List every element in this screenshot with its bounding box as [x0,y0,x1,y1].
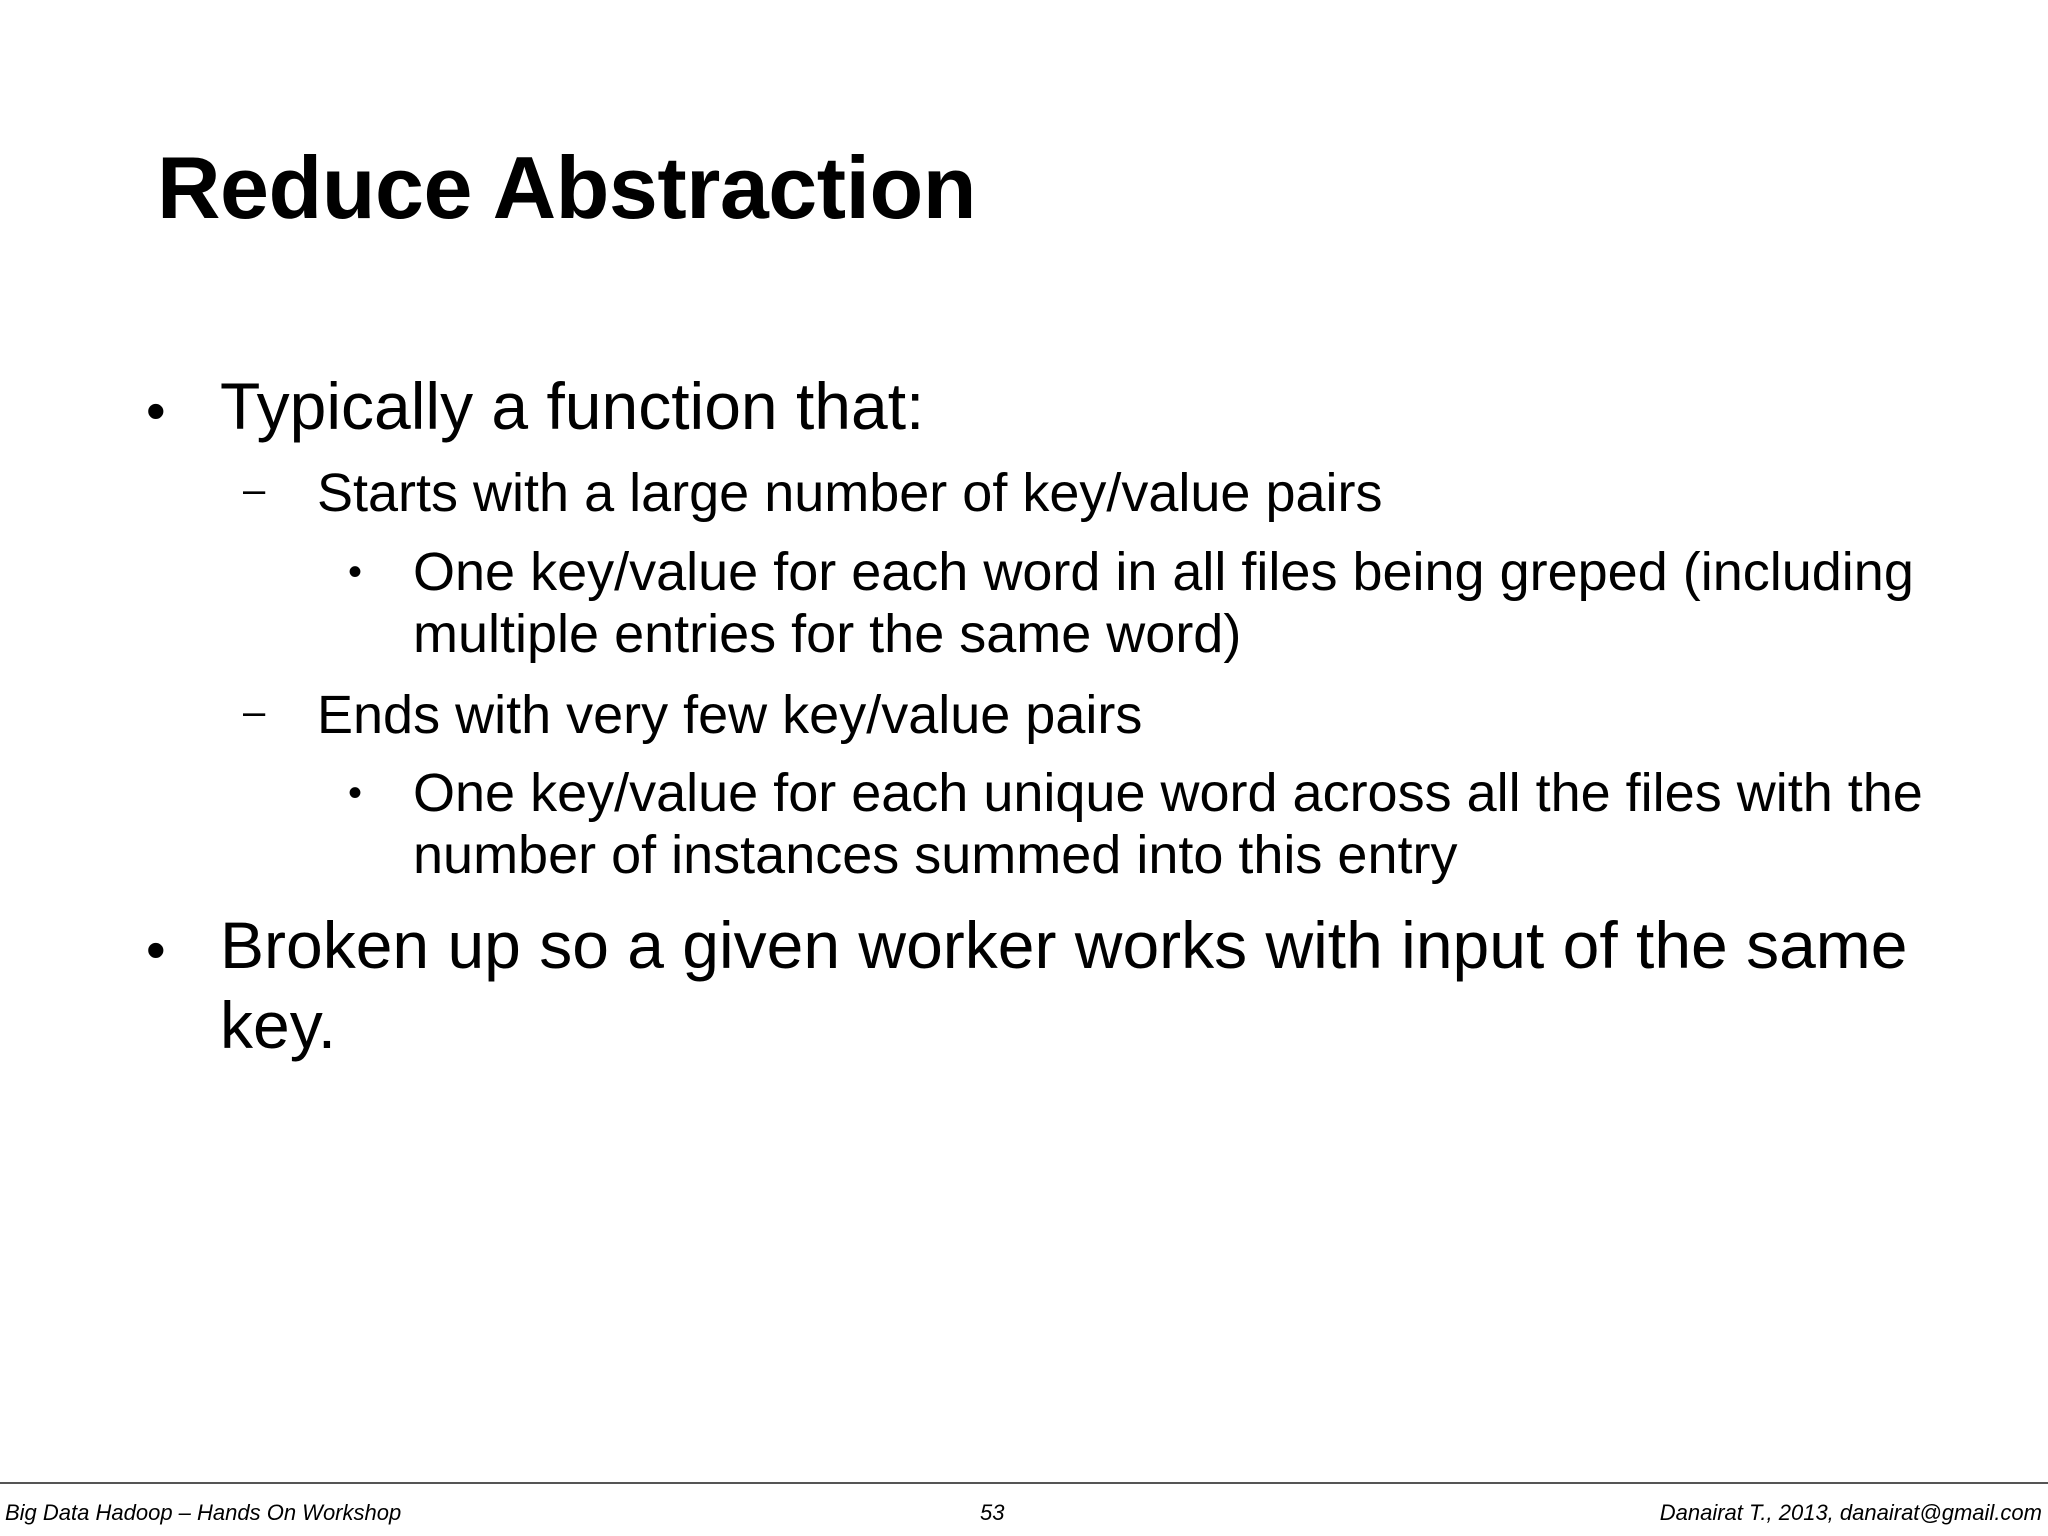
footer-title: Big Data Hadoop – Hands On Workshop [5,1500,402,1525]
bullet-text: Typically a function that: [220,369,925,443]
sub-bullet-text: Ends with very few key/value pairs [317,685,1143,745]
dash-icon: – [243,468,266,512]
bullet-icon: • [146,379,166,442]
page-number: 53 [980,1500,1005,1525]
dash-icon: – [243,690,266,734]
bullet-icon: • [146,918,166,981]
sub-sub-bullet-text: One key/value for each word in all files being greped (including multiple entries for the same word) [413,542,1914,664]
sub-sub-bullet-text: One key/value for each unique word across all the files with the number of instances summed into this entry [413,763,1923,885]
slide-title: Reduce Abstraction [157,138,977,237]
bullet-icon: • [348,550,363,594]
footer-divider [0,1482,2048,1484]
footer-author: Danairat T., 2013, danairat@gmail.com [1659,1500,2042,1525]
bullet-text: Broken up so a given worker works with input of the same key. [220,908,1908,1062]
bullet-icon: • [348,771,363,815]
sub-bullet-text: Starts with a large number of key/value pairs [317,463,1383,523]
